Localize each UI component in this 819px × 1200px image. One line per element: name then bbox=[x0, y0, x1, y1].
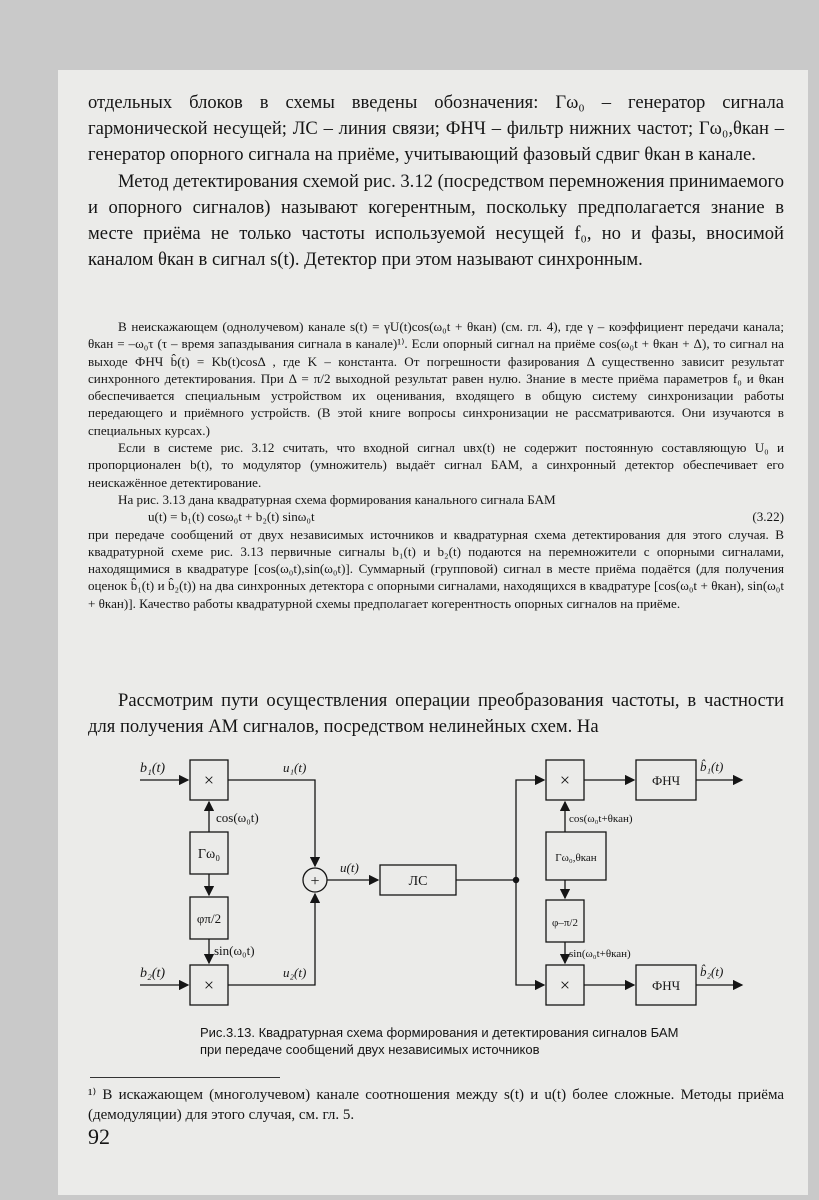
page-number: 92 bbox=[88, 1124, 110, 1149]
small-paragraph-4: при передаче сообщений от двух независимых источников и квадратурная схема детектирования для этого случая. В квадратурной схеме рис. 3.13 первичные сигналы b₁(t) и b₂(t) подаются на перемножители с опорными сигналами, находящимися в квадратуре [cos(ω₀t),sin(ω₀t)]. Суммарный (групповой) сигнал в месте приёма подаётся (для получения оценок b̂₁(t) и b̂₂(t)) на два синхронных детектора с опорными сигналами, находящихся в квадратуре [cos(ω₀t + θкан), sin(ω₀t + θкан)]. Качество работы квадратурной схемы предполагает когерентность опорных сигналов на приёме. bbox=[88, 526, 784, 611]
sin-tx-label: sin(ω₀t) bbox=[214, 943, 255, 958]
caption-line-2: при передаче сообщений двух независимых источников bbox=[200, 1042, 540, 1057]
label-u2: u₂(t) bbox=[283, 965, 307, 980]
paragraph-3: Рассмотрим пути осуществления операции преобразования частоты, в частности для получения АМ сигналов, посредством нелинейных схем. На bbox=[88, 690, 784, 738]
gen-rx-label: Гω₀,θкан bbox=[555, 852, 597, 864]
equation-formula: u(t) = b₁(t) cosω₀t + b₂(t) sinω₀t bbox=[148, 509, 315, 525]
phase-rx-label: φ–π/2 bbox=[552, 917, 578, 929]
cos-rx-label: cos(ω₀t+θкан) bbox=[569, 813, 633, 825]
small-paragraph-3: На рис. 3.13 дана квадратурная схема формирования канального сигнала БАМ bbox=[118, 491, 556, 507]
channel-label: ЛС bbox=[408, 874, 428, 889]
footnote: ¹⁾ В искажающем (многолучевом) канале соотношения между s(t) и u(t) более сложные. Методы приёма (демодуляции) для этого случая, см. гл. 5. bbox=[88, 1087, 784, 1123]
label-b1-hat: b̂₁(t) bbox=[700, 759, 724, 774]
adder-symbol: + bbox=[310, 873, 320, 890]
sin-rx-label: sin(ω₀t+θкан) bbox=[569, 948, 631, 960]
footnote-divider bbox=[90, 1077, 280, 1078]
mult-symbol-rx-2: × bbox=[559, 975, 571, 995]
label-b1: b₁(t) bbox=[140, 761, 166, 776]
label-ut: u(t) bbox=[340, 860, 359, 875]
small-paragraph-1: В неискажающем (однолучевом) канале s(t) = γU(t)cos(ω₀t + θкан) (см. гл. 4), где γ – коэффициент передачи канала; θкан = –ω₀τ (τ – время запаздывания сигнала в канале)¹⁾. Если опорный сигнал на приёме cos(ω₀t + θкан + Δ), то сигнал на выходе ФНЧ b̂(t) = Kb(t)cosΔ , где K – константа. От погрешности фазирования Δ существенно зависит результат синхронного детектирования. При Δ = π/2 выходной результат равен нулю. Знание в месте приёма параметров f₀ и θкан обеспечивается специальным устройством их оценивания, входящего в общую систему синхронизации работы передающего и приёмного устройств. (В этой книге вопросы синхронизации не рассматриваются. Они изучаются в специальных курсах.) bbox=[88, 319, 784, 438]
label-u1: u₁(t) bbox=[283, 760, 307, 775]
cos-tx-label: cos(ω₀t) bbox=[216, 810, 259, 825]
small-paragraph-2: Если в системе рис. 3.12 считать, что входной сигнал uвх(t) не содержит постоянную составляющую U₀ и пропорционален b(t), то модулятор (умножитель) выдаёт сигнал БАМ, а синхронный детектор обеспечивает его неискажённое детектирование. bbox=[88, 440, 784, 490]
phase-tx-label: φπ/2 bbox=[196, 911, 222, 926]
label-b2: b₂(t) bbox=[140, 966, 166, 981]
caption-line-1: Рис.3.13. Квадратурная схема формирования и детектирования сигналов БАМ bbox=[200, 1025, 679, 1040]
mult-symbol-tx-2: × bbox=[203, 975, 215, 995]
paragraph-1: отдельных блоков в схемы введены обозначения: Гω₀ – генератор сигнала гармонической несущей; ЛС – линия связи; ФНЧ – фильтр нижних частот; Гω₀,θкан – генератор опорного сигнала на приёме, учитывающий фазовый сдвиг θкан в канале. bbox=[88, 92, 784, 166]
mult-symbol-tx-1: × bbox=[203, 770, 215, 790]
paragraph-2: Метод детектирования схемой рис. 3.12 (посредством перемножения принимаемого и опорного сигналов) называют когерентным, поскольку предполагается знание в месте приёма не только частоты используемой несущей f₀, но и фазы, вносимой каналом θкан в сигнал s(t). Детектор при этом называют синхронным. bbox=[88, 170, 784, 271]
lpf-label-2: ФНЧ bbox=[651, 978, 681, 993]
lpf-label-1: ФНЧ bbox=[651, 773, 681, 788]
label-b2-hat: b̂₂(t) bbox=[700, 964, 724, 979]
mult-symbol-rx-1: × bbox=[559, 770, 571, 790]
figure-caption bbox=[200, 1024, 720, 1058]
equation-number: (3.22) bbox=[752, 509, 784, 525]
gen-tx-label: Гω₀ bbox=[197, 847, 221, 862]
